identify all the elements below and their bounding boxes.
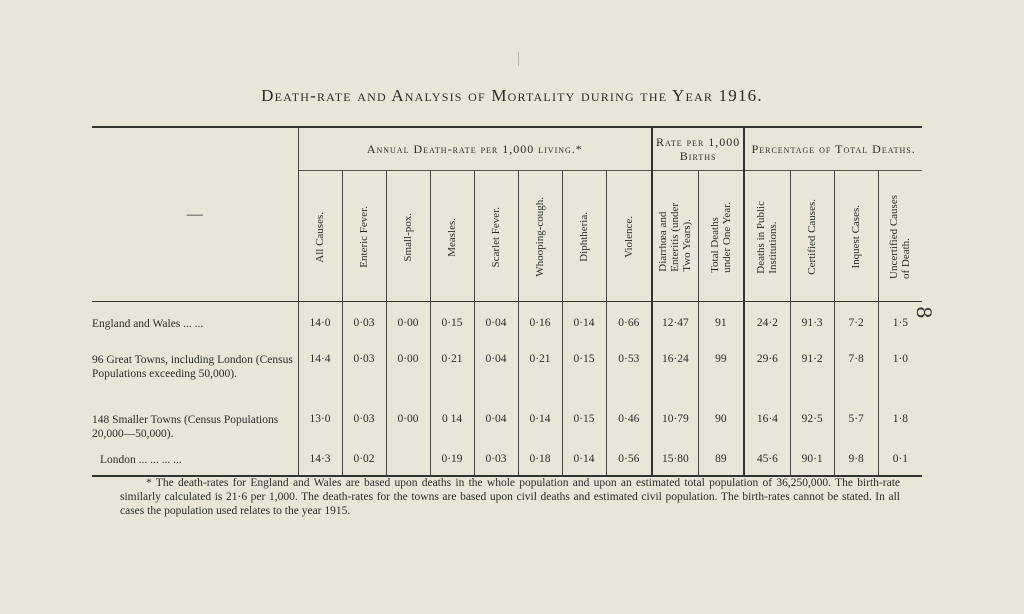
col-violence: Violence. [606,171,652,302]
table-cell: 91·2 [790,343,834,397]
table-row [92,302,922,344]
footnote: * The death-rates for England and Wales are based upon deaths in the whole population and upon an estimated total population of 36,250,000. The birth-rate similarly calculated is 21·6 per 1,000. The death-rates for the towns are based upon civil deaths and estimated civil population. The birth-rates cannot be stated. In all cases the population used relates to the year 1915. [120,477,900,517]
table-cell: 5·7 [834,397,878,441]
table-cell: 1·5 [878,302,922,344]
page-number: 8 [912,306,936,319]
row-label: 96 Great Towns, including London (Census Populations exceeding 50,000). [92,354,293,380]
table-cell: 0·04 [474,397,518,441]
col-enteric-fever: Enteric Fever. [342,171,386,302]
table-cell: 0·14 [562,302,606,344]
table-cell: 0·21 [430,343,474,397]
page-title: Death-rate and Analysis of Mortality during the Year 1916. [261,86,763,105]
table-cell: 1·8 [878,397,922,441]
table-row [92,397,922,441]
table-cell: 0·66 [606,302,652,344]
table-cell: 14·0 [298,302,342,344]
table-cell: 14·3 [298,441,342,476]
table-cell: 0·1 [878,441,922,476]
col-whooping-cough: Whooping-cough. [518,171,562,302]
table-cell: 45·6 [744,441,790,476]
group-annual-death-rate: Annual Death-rate per 1,000 living.* [298,127,652,171]
table-cell: 15·80 [652,441,698,476]
group-header-row [92,127,922,171]
mortality-table [92,126,922,477]
table-cell: 0·15 [562,343,606,397]
col-certified-causes: Certified Causes. [790,171,834,302]
row-label: England and Wales ... ... [92,318,204,330]
table-cell: 16·24 [652,343,698,397]
col-measles: Measles. [430,171,474,302]
row-label: 148 Smaller Towns (Census Populations 20,000—50,000). [92,414,279,440]
col-deaths-public-institutions: Deaths in Public Institutions. [744,171,790,302]
table-cell: 16·4 [744,397,790,441]
col-scarlet-fever: Scarlet Fever. [474,171,518,302]
table-cell [386,441,430,476]
table-cell: 9·8 [834,441,878,476]
row-label: London ... ... ... ... [92,441,298,476]
table-row [92,441,922,476]
table-cell: 0·14 [518,397,562,441]
table-cell: 92·5 [790,397,834,441]
table-cell: 29·6 [744,343,790,397]
table-cell: 0·56 [606,441,652,476]
table-cell: 24·2 [744,302,790,344]
table-cell: 0·00 [386,397,430,441]
table-cell: 0·03 [342,397,386,441]
table-cell: 1·0 [878,343,922,397]
table-cell: 12·47 [652,302,698,344]
table-cell: 0·15 [562,397,606,441]
table-cell: 89 [698,441,744,476]
table-cell: 7·2 [834,302,878,344]
group-rate-per-births: Rate per 1,000 Births [652,127,744,171]
table-cell: 0·21 [518,343,562,397]
table-cell: 91 [698,302,744,344]
page-mark [518,52,519,66]
corner-header: — [92,127,298,302]
col-uncertified-causes: Uncertified Causes of Death. [878,171,922,302]
table-cell: 0·03 [474,441,518,476]
col-all-causes: All Causes. [298,171,342,302]
table-cell: 0·00 [386,343,430,397]
col-total-deaths-under-one: Total Deaths under One Year. [698,171,744,302]
table-cell: 0·03 [342,343,386,397]
table-cell: 90·1 [790,441,834,476]
table-cell: 0·15 [430,302,474,344]
table-cell: 0·46 [606,397,652,441]
table-cell: 0·04 [474,302,518,344]
table-row [92,343,922,397]
table-cell: 0·00 [386,302,430,344]
col-diarrhoea-enteritis: Diarrhœa and Enteritis (under Two Years). [652,171,698,302]
table-cell: 0·16 [518,302,562,344]
table-cell: 0·04 [474,343,518,397]
table-cell: 91·3 [790,302,834,344]
table-cell: 14·4 [298,343,342,397]
table-cell: 7·8 [834,343,878,397]
col-diphtheria: Diphtheria. [562,171,606,302]
table-cell: 0·02 [342,441,386,476]
group-percentage-total-deaths: Percentage of Total Deaths. [744,127,922,171]
table-cell: 99 [698,343,744,397]
table-cell: 0·03 [342,302,386,344]
table-cell: 0·18 [518,441,562,476]
col-small-pox: Small-pox. [386,171,430,302]
table-cell: 13·0 [298,397,342,441]
table-cell: 0·53 [606,343,652,397]
table-cell: 10·79 [652,397,698,441]
table-cell: 0 14 [430,397,474,441]
table-cell: 0·19 [430,441,474,476]
table-cell: 90 [698,397,744,441]
col-inquest-cases: Inquest Cases. [834,171,878,302]
table-cell: 0·14 [562,441,606,476]
